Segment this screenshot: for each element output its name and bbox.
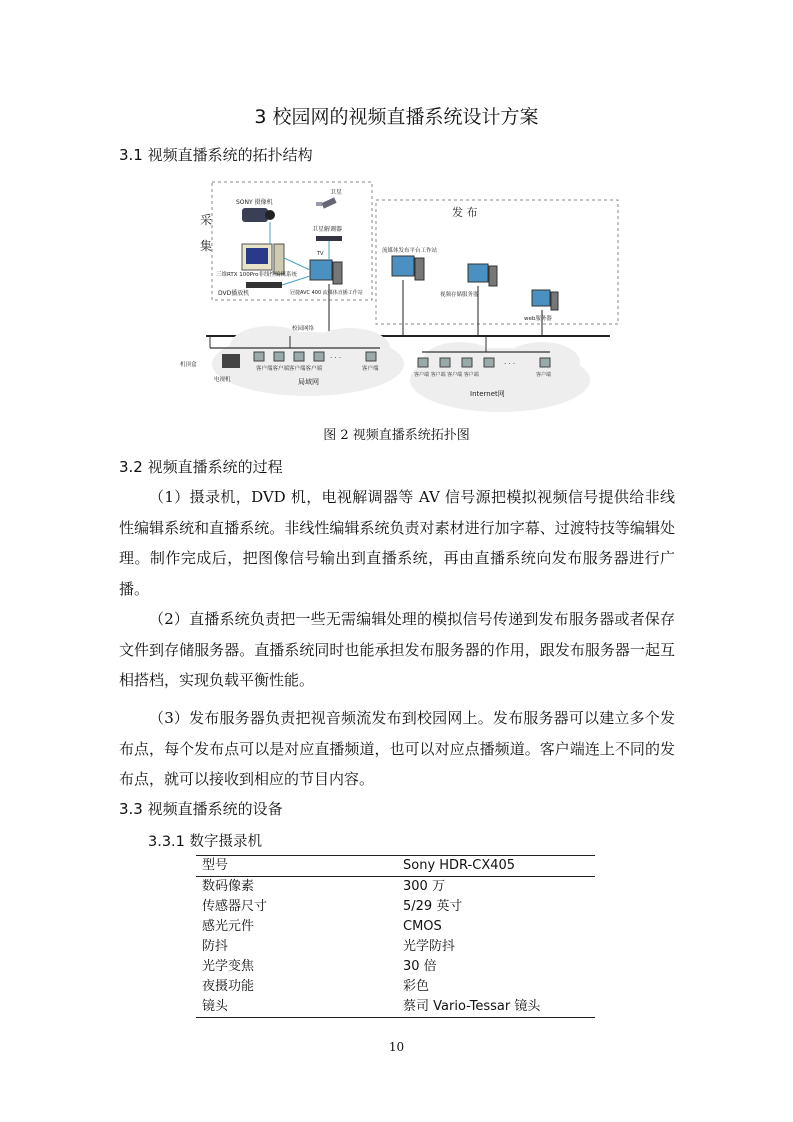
spec-key: 光学变焦 <box>202 959 255 974</box>
lan-dots: · · · <box>330 354 342 362</box>
dvd-icon <box>246 282 282 288</box>
paragraph-1: （1）摄录机，DVD 机，电视解调器等 AV 信号源把模拟视频信号提供给非线性编辑系统和直播系统。非线性编辑系统负责对素材进行加字幕、过渡特技等编辑处理。制作完成后，把图像信号输出到直播系统，再由直播系统向发布服务器进行广播。 <box>119 488 675 598</box>
spec-key: 型号 <box>196 856 397 877</box>
live-ws-label: 冠捷AVC 400 流媒体直播工作站 <box>290 290 363 296</box>
internet-clients-label: 客户端 客户端 客户端 客户端 <box>414 372 479 378</box>
spec-value: 彩色 <box>403 979 430 994</box>
spec-key: 防抖 <box>202 939 229 954</box>
spec-value: 5/29 英寸 <box>403 899 463 914</box>
spec-value: 30 倍 <box>403 959 437 974</box>
spec-row <box>196 897 595 917</box>
spec-value: CMOS <box>403 919 442 934</box>
editing-label: 三维RTX 100Pro非线性编辑系统 <box>216 272 298 278</box>
sat-decoder-icon <box>316 236 342 241</box>
figure-caption: 图 2 视频直播系统拓扑图 <box>323 428 470 443</box>
web-server-icon <box>532 290 558 310</box>
tv-icon <box>222 354 240 368</box>
sat-decoder-label: 卫星解调器 <box>312 226 343 233</box>
spec-value: 光学防抖 <box>403 939 456 954</box>
spec-row <box>196 957 595 977</box>
spec-value: 蔡司 Vario-Tessar 镜头 <box>397 997 595 1018</box>
camera-spec-table <box>196 855 595 1018</box>
editing-workstation-icon <box>242 244 284 274</box>
tv-tag: TV <box>317 251 324 257</box>
lan-clients-label: 客户端客户端客户端客户端 <box>256 366 323 372</box>
internet-label: Internet网 <box>470 390 505 398</box>
publish-workstation-icon <box>392 256 424 280</box>
set-top-label: 机顶盒 <box>180 362 197 368</box>
spec-row <box>196 937 595 957</box>
storage-server-icon <box>468 264 497 286</box>
collect-label-2: 集 <box>200 239 213 253</box>
satellite-icon <box>316 197 337 208</box>
spec-key: 夜摄功能 <box>202 979 255 994</box>
spec-row <box>196 997 595 1018</box>
spec-row <box>196 917 595 937</box>
paragraph-3: （3）发布服务器负责把视音频流发布到校园网上。发布服务器可以建立多个发布点，每个发布点可以是对应直播频道，也可以对应点播频道。客户端连上不同的发布点，就可以接收到相应的节目内容。 <box>119 709 675 788</box>
internet-dots: · · · <box>504 360 516 368</box>
spec-row <box>196 977 595 997</box>
lan-label: 局域网 <box>298 378 319 386</box>
spec-key: 镜头 <box>196 997 397 1018</box>
paragraph-2: （2）直播系统负责把一些无需编辑处理的模拟信号传递到发布服务器或者保存文件到存储服务器。直播系统同时也能承担发布服务器的作用，跟发布服务器一起互相搭档，实现负载平衡性能。 <box>119 610 675 689</box>
section-heading-3-1: 3.1 视频直播系统的拓扑结构 <box>119 146 313 164</box>
internet-client-last-label: 客户端 <box>536 372 552 378</box>
campus-switch-label: 校园网络 <box>292 326 315 332</box>
spec-key: 传感器尺寸 <box>202 899 268 914</box>
camera-icon <box>242 208 275 222</box>
camera-label: SONY 摄像机 <box>236 199 273 206</box>
pub-ws-label: 流媒体发布平台工作站 <box>382 248 438 254</box>
section-heading-3-2: 3.2 视频直播系统的过程 <box>119 458 283 476</box>
spec-key: 感光元件 <box>202 919 255 934</box>
section-heading-3-3: 3.3 视频直播系统的设备 <box>119 800 283 818</box>
web-label: web服务器 <box>524 316 552 322</box>
chapter-title: 3 校园网的视频直播系统设计方案 <box>254 106 539 128</box>
spec-value: 300 万 <box>403 879 445 894</box>
tv-label: 电视机 <box>214 377 231 383</box>
spec-row <box>196 877 595 898</box>
dvd-label: DVD播放机 <box>218 290 250 297</box>
storage-label: 视频存储服务器 <box>440 292 479 298</box>
page-number: 10 <box>388 1040 405 1054</box>
satellite-label: 卫星 <box>330 189 343 196</box>
spec-row <box>196 856 595 877</box>
spec-key: 数码像素 <box>202 879 255 894</box>
publish-label: 发 布 <box>452 206 478 219</box>
live-workstation-icon <box>310 260 342 284</box>
topology-diagram <box>170 178 622 423</box>
lan-client-last-label: 客户端 <box>362 366 379 372</box>
collect-label-1: 采 <box>200 213 213 227</box>
spec-value: Sony HDR-CX405 <box>397 856 595 877</box>
section-heading-3-3-1: 3.3.1 数字摄录机 <box>148 834 263 850</box>
